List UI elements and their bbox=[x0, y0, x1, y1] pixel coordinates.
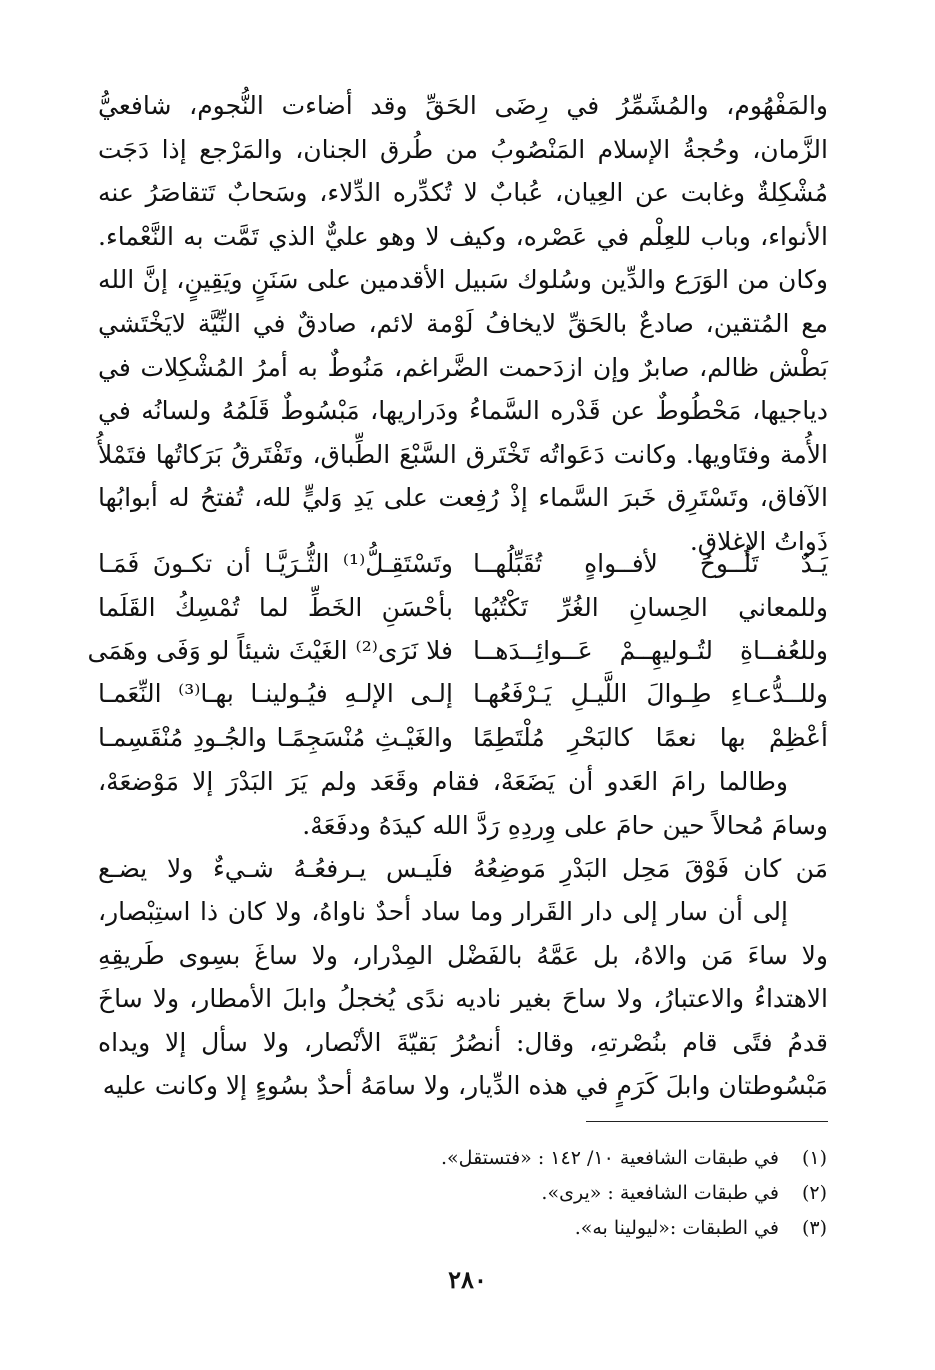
hemistich-second: فلا نَرَى⁽²⁾ الغَيْثَ شيئاً لو وَفَى وهَمَى bbox=[87, 635, 453, 665]
paragraph-2-block bbox=[98, 760, 828, 847]
footnote-number: (٢) bbox=[801, 1182, 827, 1204]
paragraph-3: إلى أن سار إلى دار القَرار وما ساد أحدٌ ناواهُ، ولا كان ذا استِبْصار، ولا ساءَ مَن والاهُ، بل عَمَّهُ بالفَضْل المِدْرار، ولا ساغَ بسِوى طَريقِهِ الاهتداءُ والاعتبارُ، ولا ساحَ بغير ناديه ندًى يُخجلُ وابلَ الأمطار، ولا ساخَ قدمُ فتًى قام بنُصْرتهِ، وقال: أنصُرُ بَقيّةَ الأنْصار، ولا سأل إلا ويداه مَبْسُوطتان وابلَ كَرَمٍ في هذه الدِّيار، ولا سامَهُ أحدٌ بسُوءٍ إلا وكانت عليه bbox=[98, 897, 828, 1101]
hemistich-first: مَن كان فَوْقَ مَحِل البَدْرِ مَوضِعُهُ bbox=[473, 854, 828, 884]
paragraph-1-block bbox=[98, 84, 828, 564]
hemistich-second: والغَيْـثِ مُنْسَجِمًـا والجُـودِ مُنْقَسِمـا bbox=[98, 722, 453, 752]
paragraph-3-block bbox=[98, 890, 828, 1108]
footnote-item bbox=[127, 1176, 827, 1211]
hemistich-first: وللمعاني الحِسانِ الغُرِّ تَكْتُبُها bbox=[473, 592, 828, 622]
verse-line bbox=[98, 716, 828, 759]
verse-line bbox=[98, 847, 828, 890]
poem-1 bbox=[87, 542, 828, 759]
hemistich-second: إلـى الإلـهِ فيُـولينـا بهـا⁽³⁾ النِّعَمـا bbox=[98, 679, 453, 709]
hemistich-first: وللــدُّعـاءِ طِـوالَ اللَّيـلِ يَـرْفَعُهـا bbox=[473, 679, 828, 709]
footnote-divider bbox=[586, 1121, 828, 1122]
page-number: ٢٨٠ bbox=[448, 1265, 487, 1294]
hemistich-first: وللعُفــاةِ لتُـوليهِــمْ عَــوائِــدَهــا bbox=[473, 635, 828, 665]
footnote-text: في طبقات الشافعية : «يرى». bbox=[541, 1182, 779, 1204]
verse-line bbox=[98, 542, 828, 585]
hemistich-second: بأحْسَنِ الخَطِّ لما تُمْسِكُ القَلَما bbox=[98, 592, 453, 622]
footnote-item bbox=[127, 1141, 827, 1176]
footnote-text: في طبقات الشافعية ١٠/ ١٤٢ : «فتستقل». bbox=[441, 1147, 779, 1169]
paragraph-1: والمَفْهُوم، والمُشَمِّرُ في رِضَى الحَقِّ وقد أضاءت النُّجوم، شافعيُّ الزَّمان، وحُجةُ الإسلام المَنْصُوبُ من طُرق الجنان، والمَرْجع إذا دَجَت مُشْكِلةٌ وغابت عن العِيان، عُبابٌ لا تُكدِّره الدِّلاء، وسَحابٌ تَتقاصَرُ عنه الأنواء، وباب للعِلْم في عَصْره، وكيف لا وهو عليٌّ الذي تَمَّت به النَّعْماء. وكان من الوَرَع والدِّين وسُلوك سَبيل الأقدمين على سَنَنٍ ويَقِينٍ، إنَّ الله مع المُتقين، صادعٌ بالحَقِّ لايخافُ لَوْمة لائم، صادقٌ في النِّيَّة لايَخْتَشي بَطْش ظالم، صابرٌ وإن ازدَحمت الضَّراغم، مَنُوطٌ به أمرُ المُشْكِلات في دياجيها، مَحْطُوطٌ عن قَدْره السَّماءُ ودَراريها، مَبْسُوطٌ قَلَمُهُ ولسانُه في الأُمة وفتَاويها. وكانت دَعَواتُه تَخْتَرق السَّبْعَ الطِّباق، وتَفْتَرقُ بَرَكاتُها فتَمْلأُ الآفاق، وتَسْتَرِق خَبرَ السَّماء إذْ رُفِعت على يَدِ وَليٍّ لله، تُفتحُ له أبوابُها ذَواتُ الإغلاقِ. bbox=[98, 91, 828, 556]
hemistich-second: وتَسْتَقِـلُّ⁽¹⁾ الثُّـرَيَّـا أن تكـونَ فَمَـا bbox=[98, 549, 453, 579]
verse-line bbox=[87, 629, 828, 672]
footnote-text: في الطبقات :«ليولينا به». bbox=[574, 1217, 779, 1239]
verse-line bbox=[98, 585, 828, 628]
footnote-item bbox=[127, 1211, 827, 1246]
poem-2 bbox=[98, 847, 828, 890]
hemistich-second: فلَيـس يـرفعُـهُ شـيءٌ ولا يضـع bbox=[98, 854, 453, 884]
footnotes bbox=[127, 1141, 827, 1246]
hemistich-first: أعْظِمْ بها نعمًا كالبَحْرِ مُلْتَطِمًا bbox=[473, 722, 828, 752]
verse-line bbox=[98, 672, 828, 715]
paragraph-2: وطالما رامَ العَدو أن يَضَعَهْ، فقام وقَعَد ولم يَرَ البَدْرَ إلا مَوْضعَهْ، وسامَ مُحالاً حين حامَ على وِردِهِ رَدَّ الله كيدَهُ ودفَعَهْ. bbox=[98, 767, 828, 840]
hemistich-first: يَـدٌ تَلُــوحُ لأفــواهٍ تُقَبِّلُهــا bbox=[473, 549, 828, 579]
footnote-number: (١) bbox=[801, 1147, 827, 1169]
footnote-number: (٣) bbox=[801, 1217, 827, 1239]
